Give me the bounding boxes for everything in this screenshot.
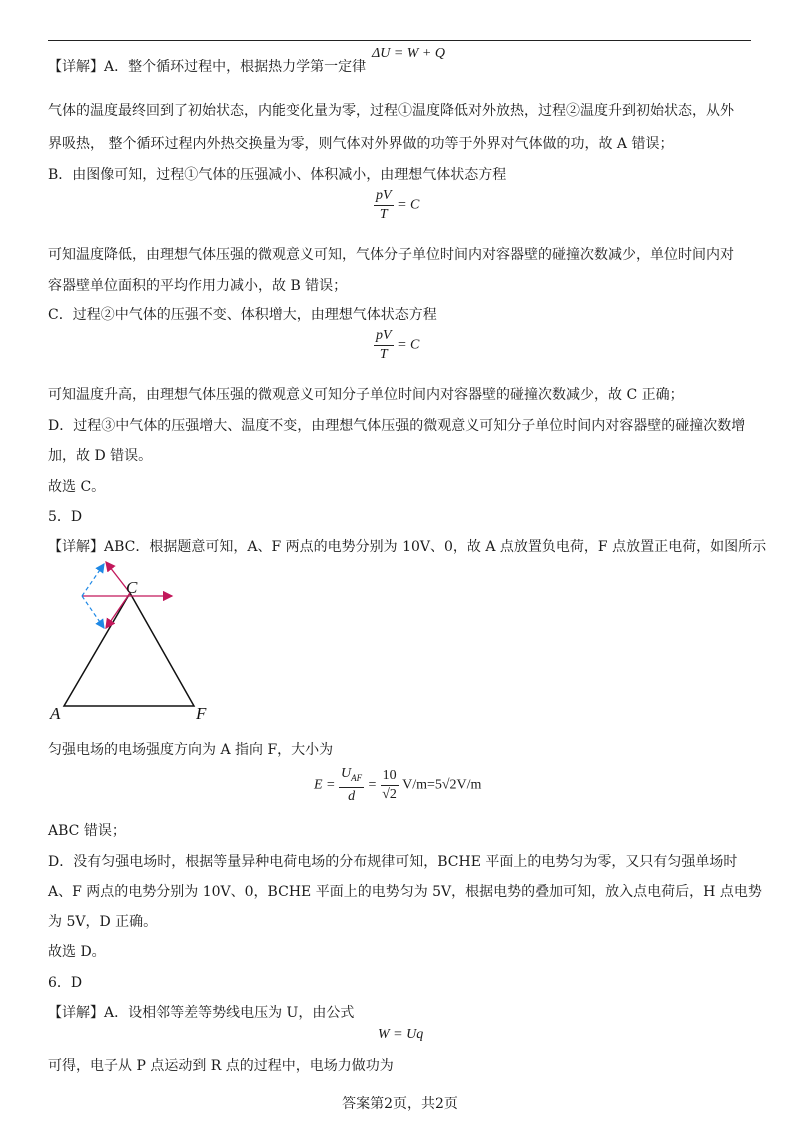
point-label-f: F xyxy=(196,704,207,723)
text-line: 【详解】A．整个循环过程中，根据热力学第一定律 xyxy=(48,59,367,75)
header-rule xyxy=(48,40,751,41)
triangle-acf xyxy=(64,593,194,706)
field-strength-equation: E = $\frac{U_{AF}}{d}$ = $\frac{10}{√2}$ V/m=5√2V/m xyxy=(314,766,482,804)
point-label-c: C xyxy=(126,578,138,597)
text-line: 【详解】A．设相邻等差等势线电压为 U，由公式 xyxy=(48,1005,355,1021)
text-line: 故选 C。 xyxy=(48,479,106,495)
text-line: 界吸热， 整个循环过程内外热交换量为零，则气体对外界做的功等于外界对气体做的功，故 A 错误； xyxy=(48,136,674,152)
text-line: D．没有匀强电场时，根据等量异种电荷电场的分布规律可知，BCHE 平面上的电势匀为零，又只有匀强单场时 xyxy=(48,854,738,870)
first-law-equation: ΔU = W + Q xyxy=(372,46,445,61)
text-line: 可得，电子从 P 点运动到 R 点的过程中，电场力做功为 xyxy=(48,1058,394,1074)
text-line: B．由图像可知，过程①气体的压强减小、体积减小，由理想气体状态方程 xyxy=(48,167,507,183)
page-footer: 答案第2页，共2页 xyxy=(342,1096,458,1112)
text-line: 可知温度升高，由理想气体压强的微观意义可知分子单位时间内对容器壁的碰撞次数减少，故 C 正确； xyxy=(48,387,684,403)
ideal-gas-equation: $\frac{pV}{T}$ = C xyxy=(376,328,420,362)
text-line: 故选 D。 xyxy=(48,944,106,960)
answer-label: 6．D xyxy=(48,975,83,991)
point-label-a: A xyxy=(50,704,61,723)
work-equation: W = Uq xyxy=(378,1027,424,1042)
text-line: D．过程③中气体的压强增大、温度不变，由理想气体压强的微观意义可知分子单位时间内对容器壁的碰撞次数增 xyxy=(48,418,746,434)
text-line: 为 5V，D 正确。 xyxy=(48,914,158,930)
text-line: 容器壁单位面积的平均作用力减小，故 B 错误； xyxy=(48,278,348,294)
text-line: 【详解】ABC．根据题意可知，A、F 两点的电势分别为 10V、0，故 A 点放置负电荷，F 点放置正电荷，如图所示 xyxy=(48,539,767,555)
ideal-gas-equation: $\frac{pV}{T}$ = C xyxy=(376,188,420,222)
charge-triangle-figure xyxy=(44,556,224,726)
text-line: 可知温度降低，由理想气体压强的微观意义可知，气体分子单位时间内对容器壁的碰撞次数减少，单位时间内对 xyxy=(48,247,734,263)
text-line: C．过程②中气体的压强不变、体积增大，由理想气体状态方程 xyxy=(48,307,437,323)
text-line: 气体的温度最终回到了初始状态，内能变化量为零，过程①温度降低对外放热，过程②温度升到初始状态，从外 xyxy=(48,103,734,119)
text-line: 匀强电场的电场强度方向为 A 指向 F，大小为 xyxy=(48,742,334,758)
answer-label: 5．D xyxy=(48,509,83,525)
dashed-component xyxy=(82,596,104,628)
field-arrow-down xyxy=(106,593,130,628)
text-line: A、F 两点的电势分别为 10V、0，BCHE 平面上的电势匀为 5V，根据电势的叠加可知，放入点电荷后，H 点电势 xyxy=(48,884,762,900)
text-line: 加，故 D 错误。 xyxy=(48,448,153,464)
text-line: ABC 错误； xyxy=(48,823,126,839)
dashed-component xyxy=(82,564,104,596)
